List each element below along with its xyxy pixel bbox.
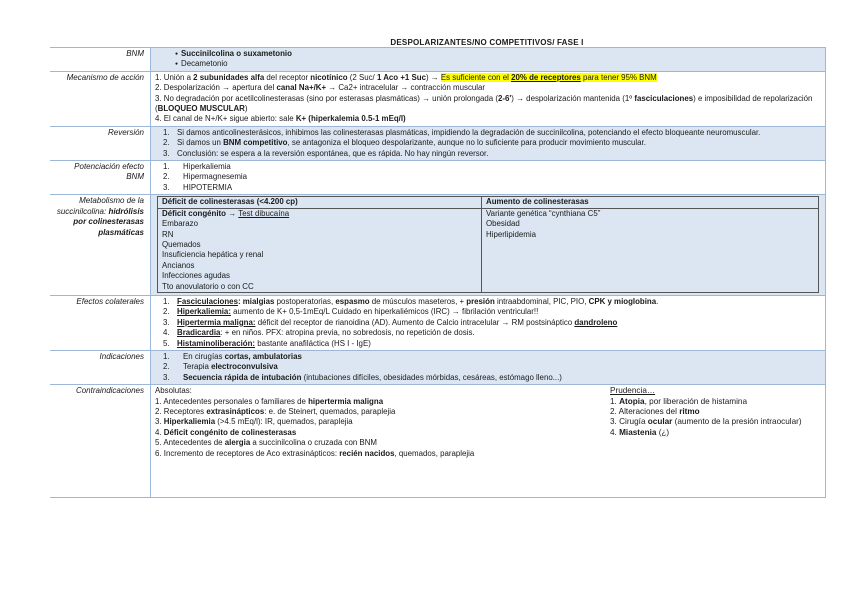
row-label: Indicaciones bbox=[99, 351, 144, 361]
list-item: 2. Hipermagnesemia bbox=[163, 172, 248, 182]
table-header: Déficit de colinesterasas (<4.200 cp) bbox=[158, 197, 482, 208]
list-item: 2. Terapia electroconvulsiva bbox=[163, 362, 278, 372]
list-item: 4. Bradicardia: + en niños. PFX: atropina previa, no sobredosis, no repetición de dosis. bbox=[163, 328, 475, 338]
absolutas-list: Absolutas: 1. Antecedentes personales o familiares de hipertermia maligna 2. Receptores extrasinápticos: e. de Steinert, quemados, paraplejia 3. Hiperkaliemia (>4.5 mEq/l): IR, quemados, paraplejia 4. Déficit congénito de colinesterasas 5. Antecedentes de alergia a succinilcolina o cruzada con BNM 6. Incremento de receptores de Aco extrasinápticos: recién nacidos, quemados, paraplejia bbox=[155, 386, 610, 459]
list-item: 2. Si damos un BNM competitivo, se antagoniza el bloqueo despolarizante, aunque no lo suficiente para producir movimiento muscular. bbox=[163, 138, 646, 148]
list-item: 4. El canal de N+/K+ sigue abierto: sale K+ (hiperkalemia 0.5-1 mEq/l) bbox=[155, 114, 406, 124]
row-efectos bbox=[50, 296, 826, 351]
list-item: 3. Secuencia rápida de intubación (intubaciones difíciles, obesidades mórbidas, cesáreas, estómago lleno...) bbox=[163, 372, 562, 382]
row-indicaciones bbox=[50, 351, 826, 385]
row-mecanismo bbox=[50, 72, 826, 127]
colinesterasas-table bbox=[157, 196, 819, 293]
row-bnm bbox=[50, 47, 826, 72]
list-item: 1. Atopia, por liberación de histamina bbox=[610, 396, 747, 406]
list-item: 1. En cirugías cortas, ambulatorias bbox=[163, 351, 302, 361]
list-item: 3. No degradación por acetilcolinesterasas (sino por esterasas plasmáticas) → unión prolongada (2-6') → despolarización mantenida (1º fasciculaciones) e imposibilidad de repolarización (BLOQUEO MUSCULAR) bbox=[155, 93, 813, 114]
list-item: 3. Cirugía ocular (aumento de la presión intraocular) bbox=[610, 417, 802, 427]
row-label: BNM bbox=[126, 49, 144, 58]
highlight: Es suficiente con el 20% de receptores para tener 95% BNM bbox=[440, 72, 657, 82]
row-potenciacion bbox=[50, 161, 826, 195]
row-label: Mecanismo de acción bbox=[66, 72, 144, 82]
list-item: ● Decametonio bbox=[155, 59, 821, 69]
row-label: Efectos colaterales bbox=[76, 296, 144, 306]
table-cell: Déficit congénito → Test dibucaína Embarazo RN Quemados Insuficiencia hepática y renal Ancianos Infecciones agudas Tto anovulatorio o con CC bbox=[158, 208, 482, 292]
list-item: 3. HIPOTERMIA bbox=[163, 182, 233, 192]
page-title: DESPOLARIZANTES/NO COMPETITIVOS/ FASE I bbox=[390, 38, 584, 47]
prudencia-list: Prudencia… 1. Atopia, por liberación de histamina 2. Alteraciones del ritmo 3. Cirugía ocular (aumento de la presión intraocular) 4. Miastenia (¿) bbox=[610, 386, 821, 459]
table-cell: Variante genética “cynthiana C5” Obesidad Hiperlipidemia bbox=[482, 208, 819, 292]
list-item: 1. Hiperkaliemia bbox=[163, 162, 231, 172]
list-item: 5. Histaminoliberación: bastante anafiláctica (HS I - IgE) bbox=[163, 338, 371, 348]
list-item: 3. Conclusión: se espera a la reversión espontánea, que es rápida. No hay ningún reversor. bbox=[163, 148, 489, 158]
row-label: Reversión bbox=[107, 127, 144, 137]
row-metabolismo bbox=[50, 195, 826, 296]
row-contraindicaciones bbox=[50, 385, 826, 498]
list-item: 5. Antecedentes de alergia a succinilcolina o cruzada con BNM bbox=[155, 438, 377, 448]
list-item: 2. Despolarización → apertura del canal Na+/K+ → Ca2+ intracelular → contracción muscular bbox=[155, 83, 486, 93]
row-label: Metabolismo de la succinilcolina: hidrólisis por colinesterasas plasmáticas bbox=[56, 196, 144, 237]
summary-table bbox=[50, 47, 826, 498]
list-item: 3. Hipertermia maligna: déficit del receptor de rianoidina (AD). Aumento de Calcio intracelular → RM postsináptico dandroleno bbox=[163, 317, 618, 327]
list-item: 2. Receptores extrasinápticos: e. de Steinert, quemados, paraplejia bbox=[155, 407, 396, 416]
list-item: 2. Alteraciones del ritmo bbox=[610, 407, 700, 416]
list-item: 4. Miastenia (¿) bbox=[610, 427, 670, 437]
list-item: 6. Incremento de receptores de Aco extrasinápticos: recién nacidos, quemados, paraplejia bbox=[155, 448, 475, 458]
list-item: ● Succinilcolina o suxametonio bbox=[155, 49, 821, 59]
table-header: Aumento de colinesterasas bbox=[482, 197, 819, 208]
list-item: 3. Hiperkaliemia (>4.5 mEq/l): IR, quemados, paraplejia bbox=[155, 417, 353, 427]
list-item: 1. Unión a 2 subunidades alfa del receptor nicotínico (2 Suc/ 1 Aco +1 Suc) → Es suficiente con el 20% de receptores para tener 95% BNM bbox=[155, 72, 657, 82]
row-reversion bbox=[50, 127, 826, 161]
list-item: 1. Si damos anticolinesterásicos, inhibimos las colinesterasas plasmáticas, impidiendo la degradación de succinilcolina, potenciando el efecto bloqueante neuromuscular. bbox=[163, 127, 761, 137]
list-item: 1. Fasciculaciones: mialgias postoperatorias, espasmo de músculos maseteros, + presión intraabdominal, PIC, PIO, CPK y mioglobina. bbox=[163, 296, 659, 306]
row-label: Potenciación efecto BNM bbox=[74, 162, 144, 182]
row-label: Contraindicaciones bbox=[75, 386, 144, 396]
list-item: 4. Déficit congénito de colinesterasas bbox=[155, 427, 297, 437]
list-item: 1. Antecedentes personales o familiares de hipertermia maligna bbox=[155, 396, 384, 406]
list-item: 2. Hiperkaliemia: aumento de K+ 0,5-1mEq/L Cuidado en hiperkaliémicos (IRC) → fibrilación ventricular!! bbox=[163, 307, 539, 317]
